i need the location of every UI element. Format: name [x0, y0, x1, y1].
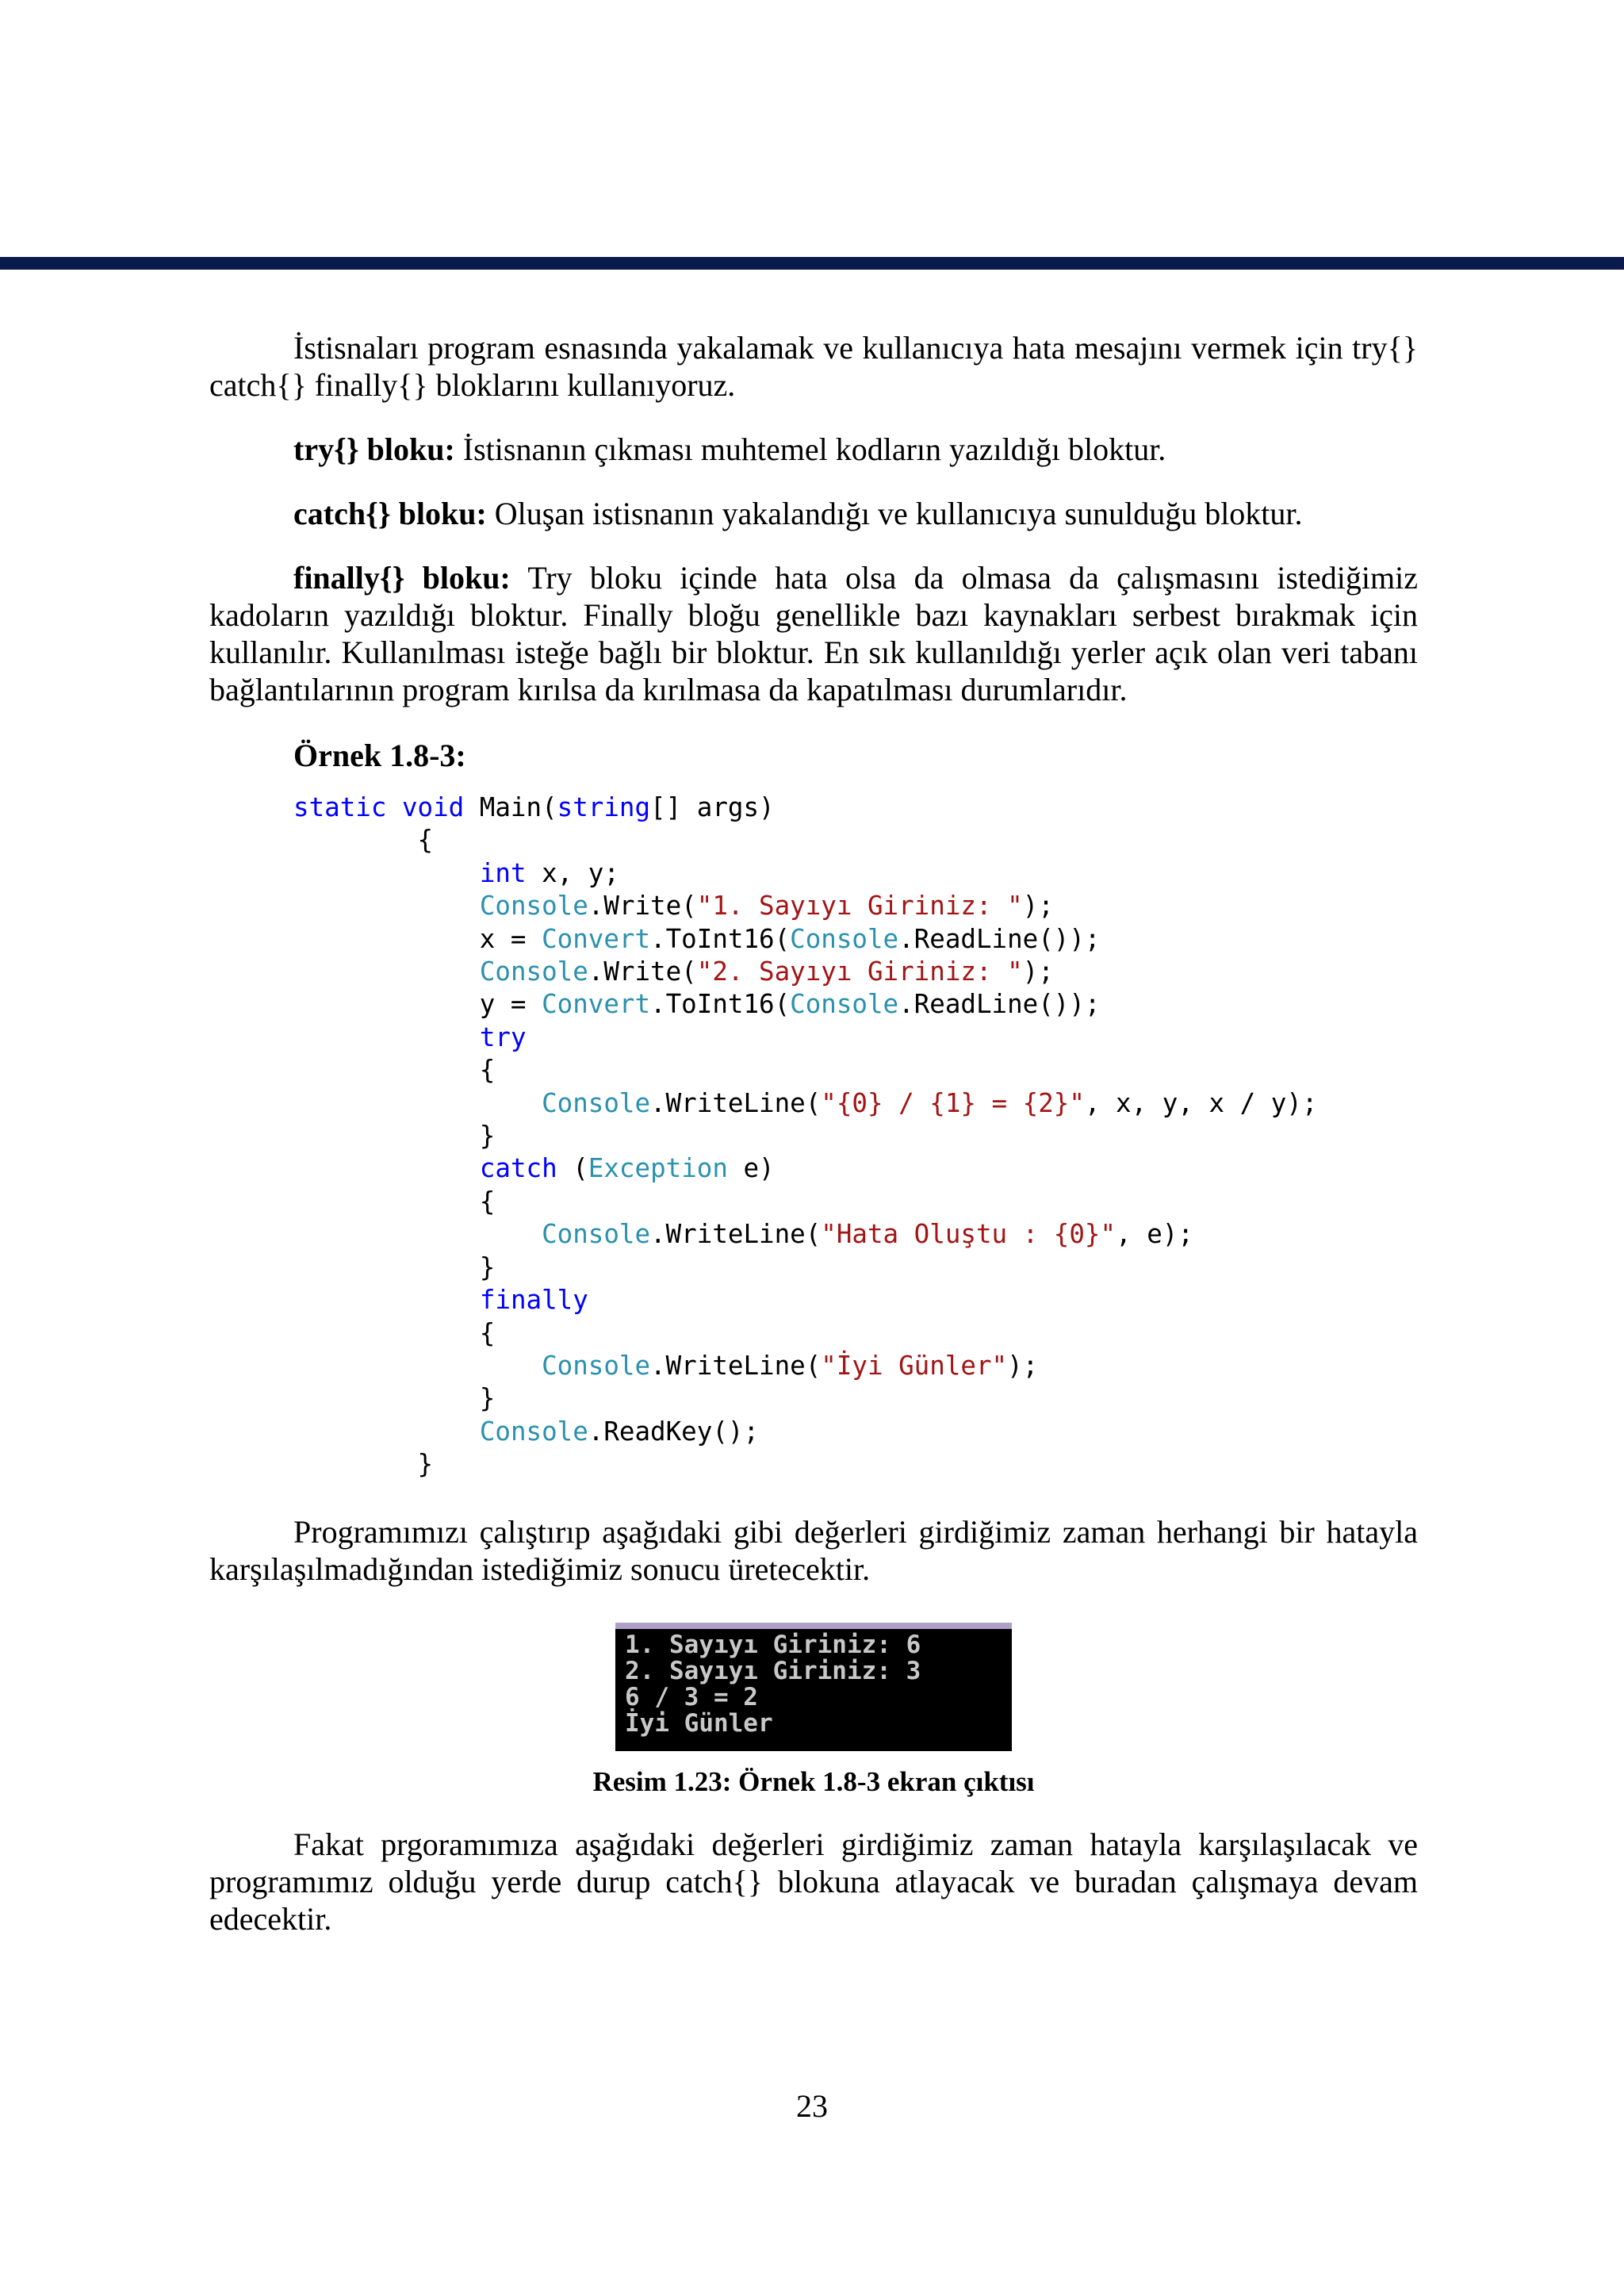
- code-token: }: [293, 1449, 434, 1480]
- code-token: int: [479, 857, 527, 888]
- code-token: catch: [479, 1153, 557, 1184]
- code-token: [293, 1153, 480, 1183]
- code-token: [293, 858, 480, 888]
- code-token: .WriteLine(: [650, 1219, 822, 1250]
- code-token: static void: [293, 792, 465, 822]
- code-token: .WriteLine(: [650, 1087, 822, 1118]
- code-token: {: [293, 1186, 496, 1217]
- code-token: Console: [790, 923, 899, 954]
- code-token: }: [293, 1121, 496, 1152]
- code-token: [] args): [650, 792, 775, 822]
- code-token: finally: [479, 1285, 588, 1316]
- code-line: [293, 1448, 1418, 1481]
- definition-desc: Try bloku içinde hata olsa da olmasa da çalışmasını istediğimiz kadoların yazıldığı bloktur. Finally bloğu genellikle bazı kaynakları serbest bırakmak için kullanılır. Kullanılması isteğe bağlı bir bloktur. En sık kullanıldığı yerler açık olan veri tabanı bağlantılarının program kırılsa da kırılmasa da kapatılması durumlarıdır.: [209, 560, 1418, 707]
- code-line: [293, 824, 1418, 857]
- code-token: y =: [293, 989, 542, 1020]
- code-line: [293, 1120, 1418, 1152]
- code-token: Console: [542, 1087, 651, 1118]
- code-line: [293, 1152, 1418, 1185]
- code-token: {: [293, 1317, 496, 1348]
- code-line: [293, 988, 1418, 1021]
- code-token: "1. Sayıyı Giriniz: ": [696, 891, 1023, 922]
- code-token: try: [479, 1021, 527, 1052]
- console-line: 2. Sayıyı Giriniz: 3: [625, 1656, 921, 1685]
- console-line: 6 / 3 = 2: [625, 1682, 758, 1711]
- code-token: "Hata Oluştu : {0}": [821, 1219, 1116, 1250]
- definition-term: finally{} bloku:: [293, 560, 511, 596]
- code-token: Console: [790, 989, 899, 1020]
- figure-caption: Resim 1.23: Örnek 1.8-3 ekran çıktısı: [592, 1765, 1035, 1797]
- code-token: Exception: [588, 1153, 728, 1184]
- intro-paragraph: İstisnaları program esnasında yakalamak ve kullanıcıya hata mesajını vermek için try{} catch{} finally{} bloklarını kullanıyoruz.: [209, 330, 1418, 403]
- code-line: [293, 1317, 1418, 1350]
- code-line: [293, 1382, 1418, 1415]
- code-token: Console: [479, 1416, 588, 1447]
- console-screenshot: [615, 1623, 1012, 1751]
- code-token: .ReadKey();: [588, 1416, 760, 1447]
- code-line: [293, 857, 1418, 890]
- page-number: 23: [796, 2088, 828, 2124]
- definition-catch: [209, 495, 1418, 532]
- code-token: [293, 891, 480, 921]
- code-line: [293, 1054, 1418, 1087]
- code-token: "İyi Günler": [821, 1350, 1008, 1381]
- page-content: [209, 329, 1418, 1937]
- closing-paragraph: Fakat prgoramımıza aşağıdaki değerleri girdiğimiz zaman hatayla karşılaşılacak ve programımız olduğu yerde durup catch{} blokuna atlayacak ve buradan çalışmaya devam edecektir.: [209, 1826, 1418, 1937]
- code-token: [293, 1416, 480, 1447]
- code-token: }: [293, 1251, 496, 1282]
- code-token: , e);: [1116, 1219, 1193, 1250]
- code-token: {: [293, 825, 434, 856]
- code-line: [293, 1416, 1418, 1448]
- code-line: [293, 1021, 1418, 1054]
- code-token: x, y;: [526, 857, 619, 888]
- code-token: );: [1022, 891, 1054, 922]
- code-token: (: [557, 1153, 588, 1184]
- code-token: .Write(: [588, 891, 697, 922]
- figure: [209, 1623, 1418, 1751]
- code-token: "{0} / {1} = {2}": [821, 1087, 1085, 1118]
- code-token: Console: [479, 891, 588, 922]
- code-token: [293, 1285, 480, 1315]
- code-token: .ReadLine());: [898, 923, 1101, 954]
- code-line: [293, 1284, 1418, 1317]
- after-code-paragraph: Programımızı çalıştırıp aşağıdaki gibi değerleri girdiğimiz zaman herhangi bir hatayla karşılaşılmadığından istediğimiz sonucu üretecektir.: [209, 1513, 1418, 1587]
- code-token: Main(: [464, 792, 557, 822]
- code-line: [293, 956, 1418, 988]
- code-line: [293, 1218, 1418, 1251]
- code-line: [293, 1087, 1418, 1120]
- code-block: [293, 791, 1418, 1481]
- code-line: [293, 923, 1418, 956]
- code-line: [293, 1251, 1418, 1284]
- code-token: .ToInt16(: [650, 923, 791, 954]
- code-token: Console: [542, 1350, 651, 1381]
- definition-term: catch{} bloku:: [293, 496, 487, 531]
- code-line: [293, 1350, 1418, 1382]
- console-line: İyi Günler: [625, 1708, 773, 1738]
- code-token: );: [1022, 956, 1054, 987]
- code-token: .ReadLine());: [898, 989, 1101, 1020]
- code-line: [293, 890, 1418, 922]
- code-token: .ToInt16(: [650, 989, 791, 1020]
- code-token: "2. Sayıyı Giriniz: ": [696, 956, 1023, 987]
- code-token: e): [727, 1153, 775, 1184]
- code-line: [293, 791, 1418, 824]
- code-token: Console: [479, 956, 588, 987]
- example-title: Örnek 1.8-3:: [293, 738, 466, 773]
- code-token: x =: [293, 923, 542, 954]
- code-token: [293, 956, 480, 987]
- definition-try: [209, 431, 1418, 468]
- header-rule: [0, 257, 1624, 270]
- code-token: );: [1007, 1350, 1039, 1381]
- code-token: [293, 1351, 542, 1381]
- code-token: .WriteLine(: [650, 1350, 822, 1381]
- code-token: Console: [542, 1219, 651, 1250]
- code-token: string: [557, 792, 651, 822]
- code-token: [293, 1219, 542, 1249]
- code-token: }: [293, 1383, 496, 1414]
- code-token: , x, y, x / y);: [1084, 1087, 1318, 1118]
- code-token: .Write(: [588, 956, 697, 987]
- code-token: Convert: [542, 923, 651, 954]
- definition-term: try{} bloku:: [293, 431, 455, 467]
- code-token: {: [293, 1055, 496, 1086]
- definition-desc: Oluşan istisnanın yakalandığı ve kullanıcıya sunulduğu bloktur.: [486, 496, 1303, 531]
- code-line: [293, 1186, 1418, 1218]
- definition-finally: [209, 559, 1418, 708]
- code-token: Convert: [542, 989, 651, 1020]
- code-token: [293, 1022, 480, 1052]
- definition-desc: İstisnanın çıkması muhtemel kodların yazıldığı bloktur.: [454, 431, 1166, 467]
- console-line: 1. Sayıyı Giriniz: 6: [625, 1630, 921, 1659]
- code-token: [293, 1088, 542, 1118]
